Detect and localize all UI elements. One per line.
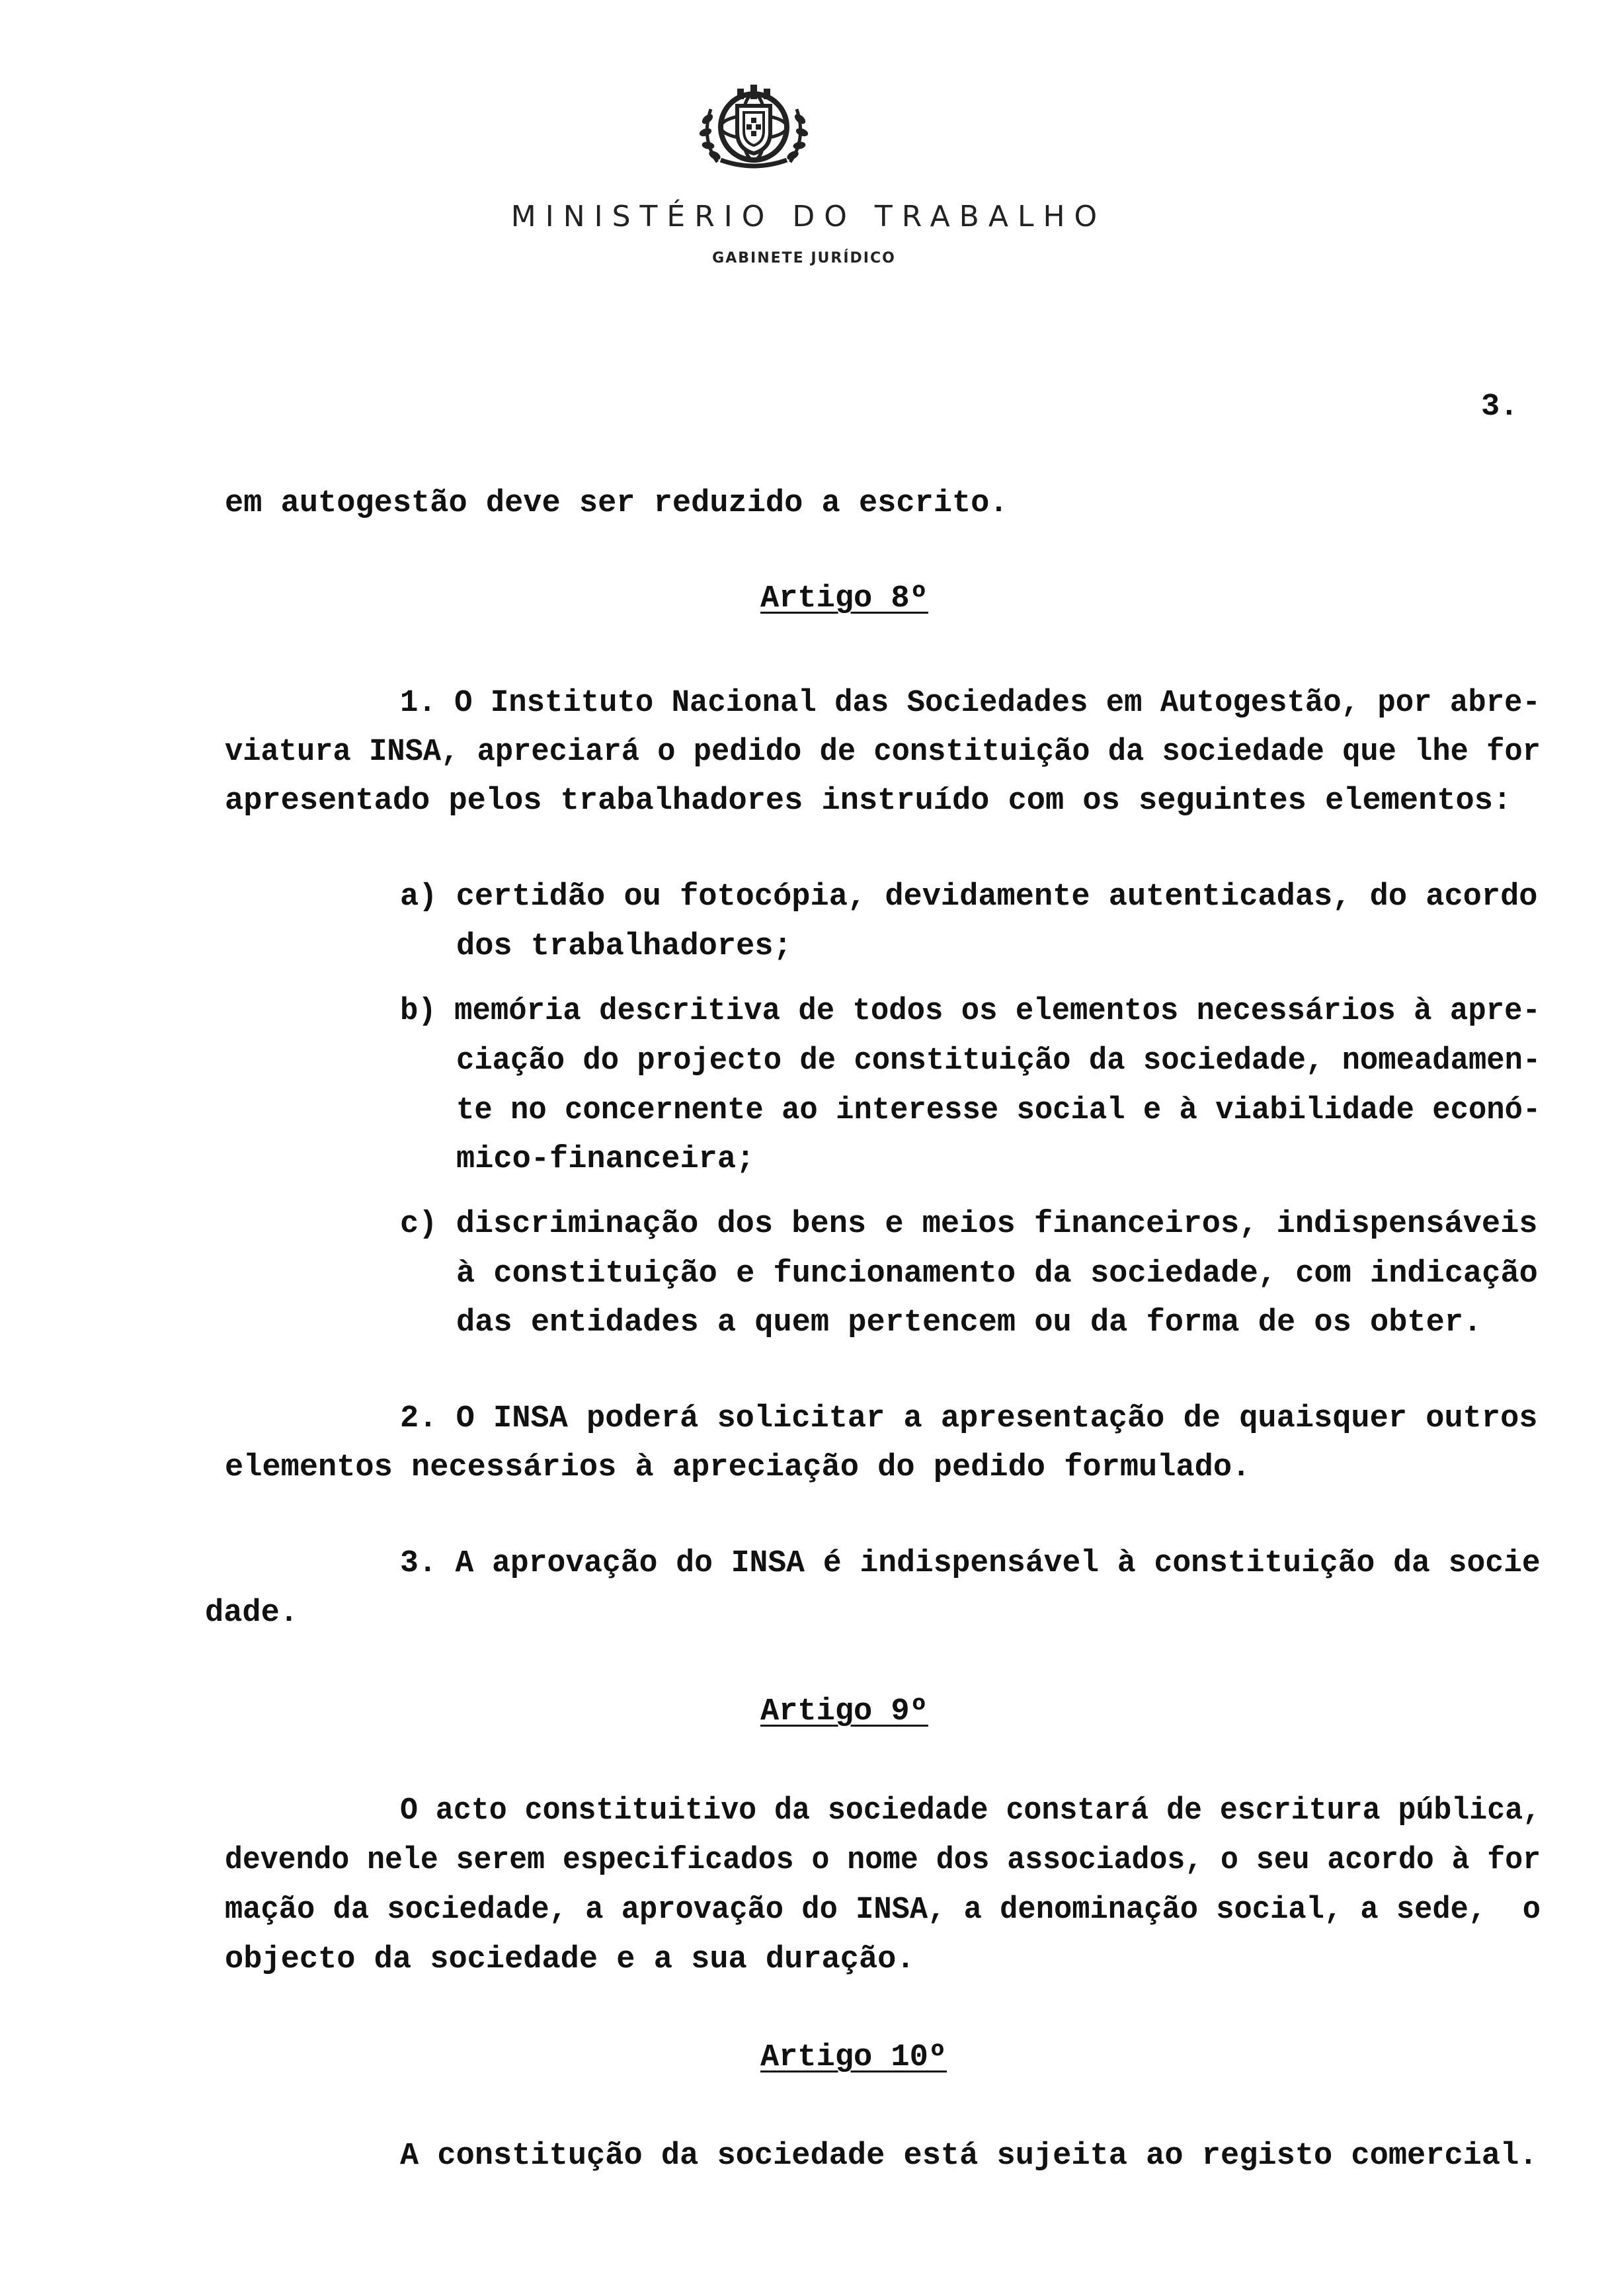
list-item-b: b) memória descritiva de todos os elementos necessários à apre- [400,994,1541,1029]
text-line: objecto da sociedade e a sua duração. [225,1942,915,1977]
text-line: mação da sociedade, a aprovação do INSA, a denominação social, a sede, o [225,1893,1541,1928]
page-number: 3. [1481,390,1519,425]
cabinet-subtitle: GABINETE JURÍDICO [712,250,896,266]
text-line: 2. O INSA poderá solicitar a apresentação de quaisquer outros [400,1401,1538,1436]
text-line: apresentado pelos trabalhadores instruído com os seguintes elementos: [225,784,1512,819]
list-item-a: a) certidão ou fotocópia, devidamente autenticadas, do acordo [400,880,1538,915]
list-item-c: c) discriminação dos bens e meios financeiros, indispensáveis [400,1207,1538,1242]
list-item-a-cont: dos trabalhadores; [456,929,792,964]
list-item-c-cont: das entidades a quem pertencem ou da forma de os obter. [456,1305,1482,1340]
article-10-heading: Artigo 10º [760,2040,947,2075]
text-line: viatura INSA, apreciará o pedido de constituição da sociedade que lhe for [225,735,1541,770]
text-line: 3. A aprovação do INSA é indispensável à constituição da socie [400,1546,1541,1581]
coat-of-arms-icon [691,79,817,172]
text-line: dade. [205,1596,299,1631]
text-line: A constitução da sociedade está sujeita ao registo comercial. [400,2139,1538,2174]
text-line: devendo nele serem especificados o nome dos associados, o seu acordo à for [225,1843,1541,1878]
text-line: 1. O Instituto Nacional das Sociedades em Autogestão, por abre- [400,686,1541,721]
text-line: elementos necessários à apreciação do pedido formulado. [225,1450,1251,1485]
list-item-b-cont: ciação do projecto de constituição da sociedade, nomeadamen- [456,1044,1541,1079]
list-item-b-cont: te no concernente ao interesse social e à viabilidade econó- [456,1093,1541,1128]
text-line: em autogestão deve ser reduzido a escrito. [225,486,1008,521]
article-9-heading: Artigo 9º [760,1694,928,1729]
article-8-heading: Artigo 8º [760,581,928,616]
text-line: O acto constituitivo da sociedade constará de escritura pública, [400,1793,1541,1828]
list-item-b-cont: mico-financeira; [456,1142,755,1177]
ministry-title: MINISTÉRIO DO TRABALHO [510,200,1107,233]
list-item-c-cont: à constituição e funcionamento da sociedade, com indicação [456,1256,1538,1292]
